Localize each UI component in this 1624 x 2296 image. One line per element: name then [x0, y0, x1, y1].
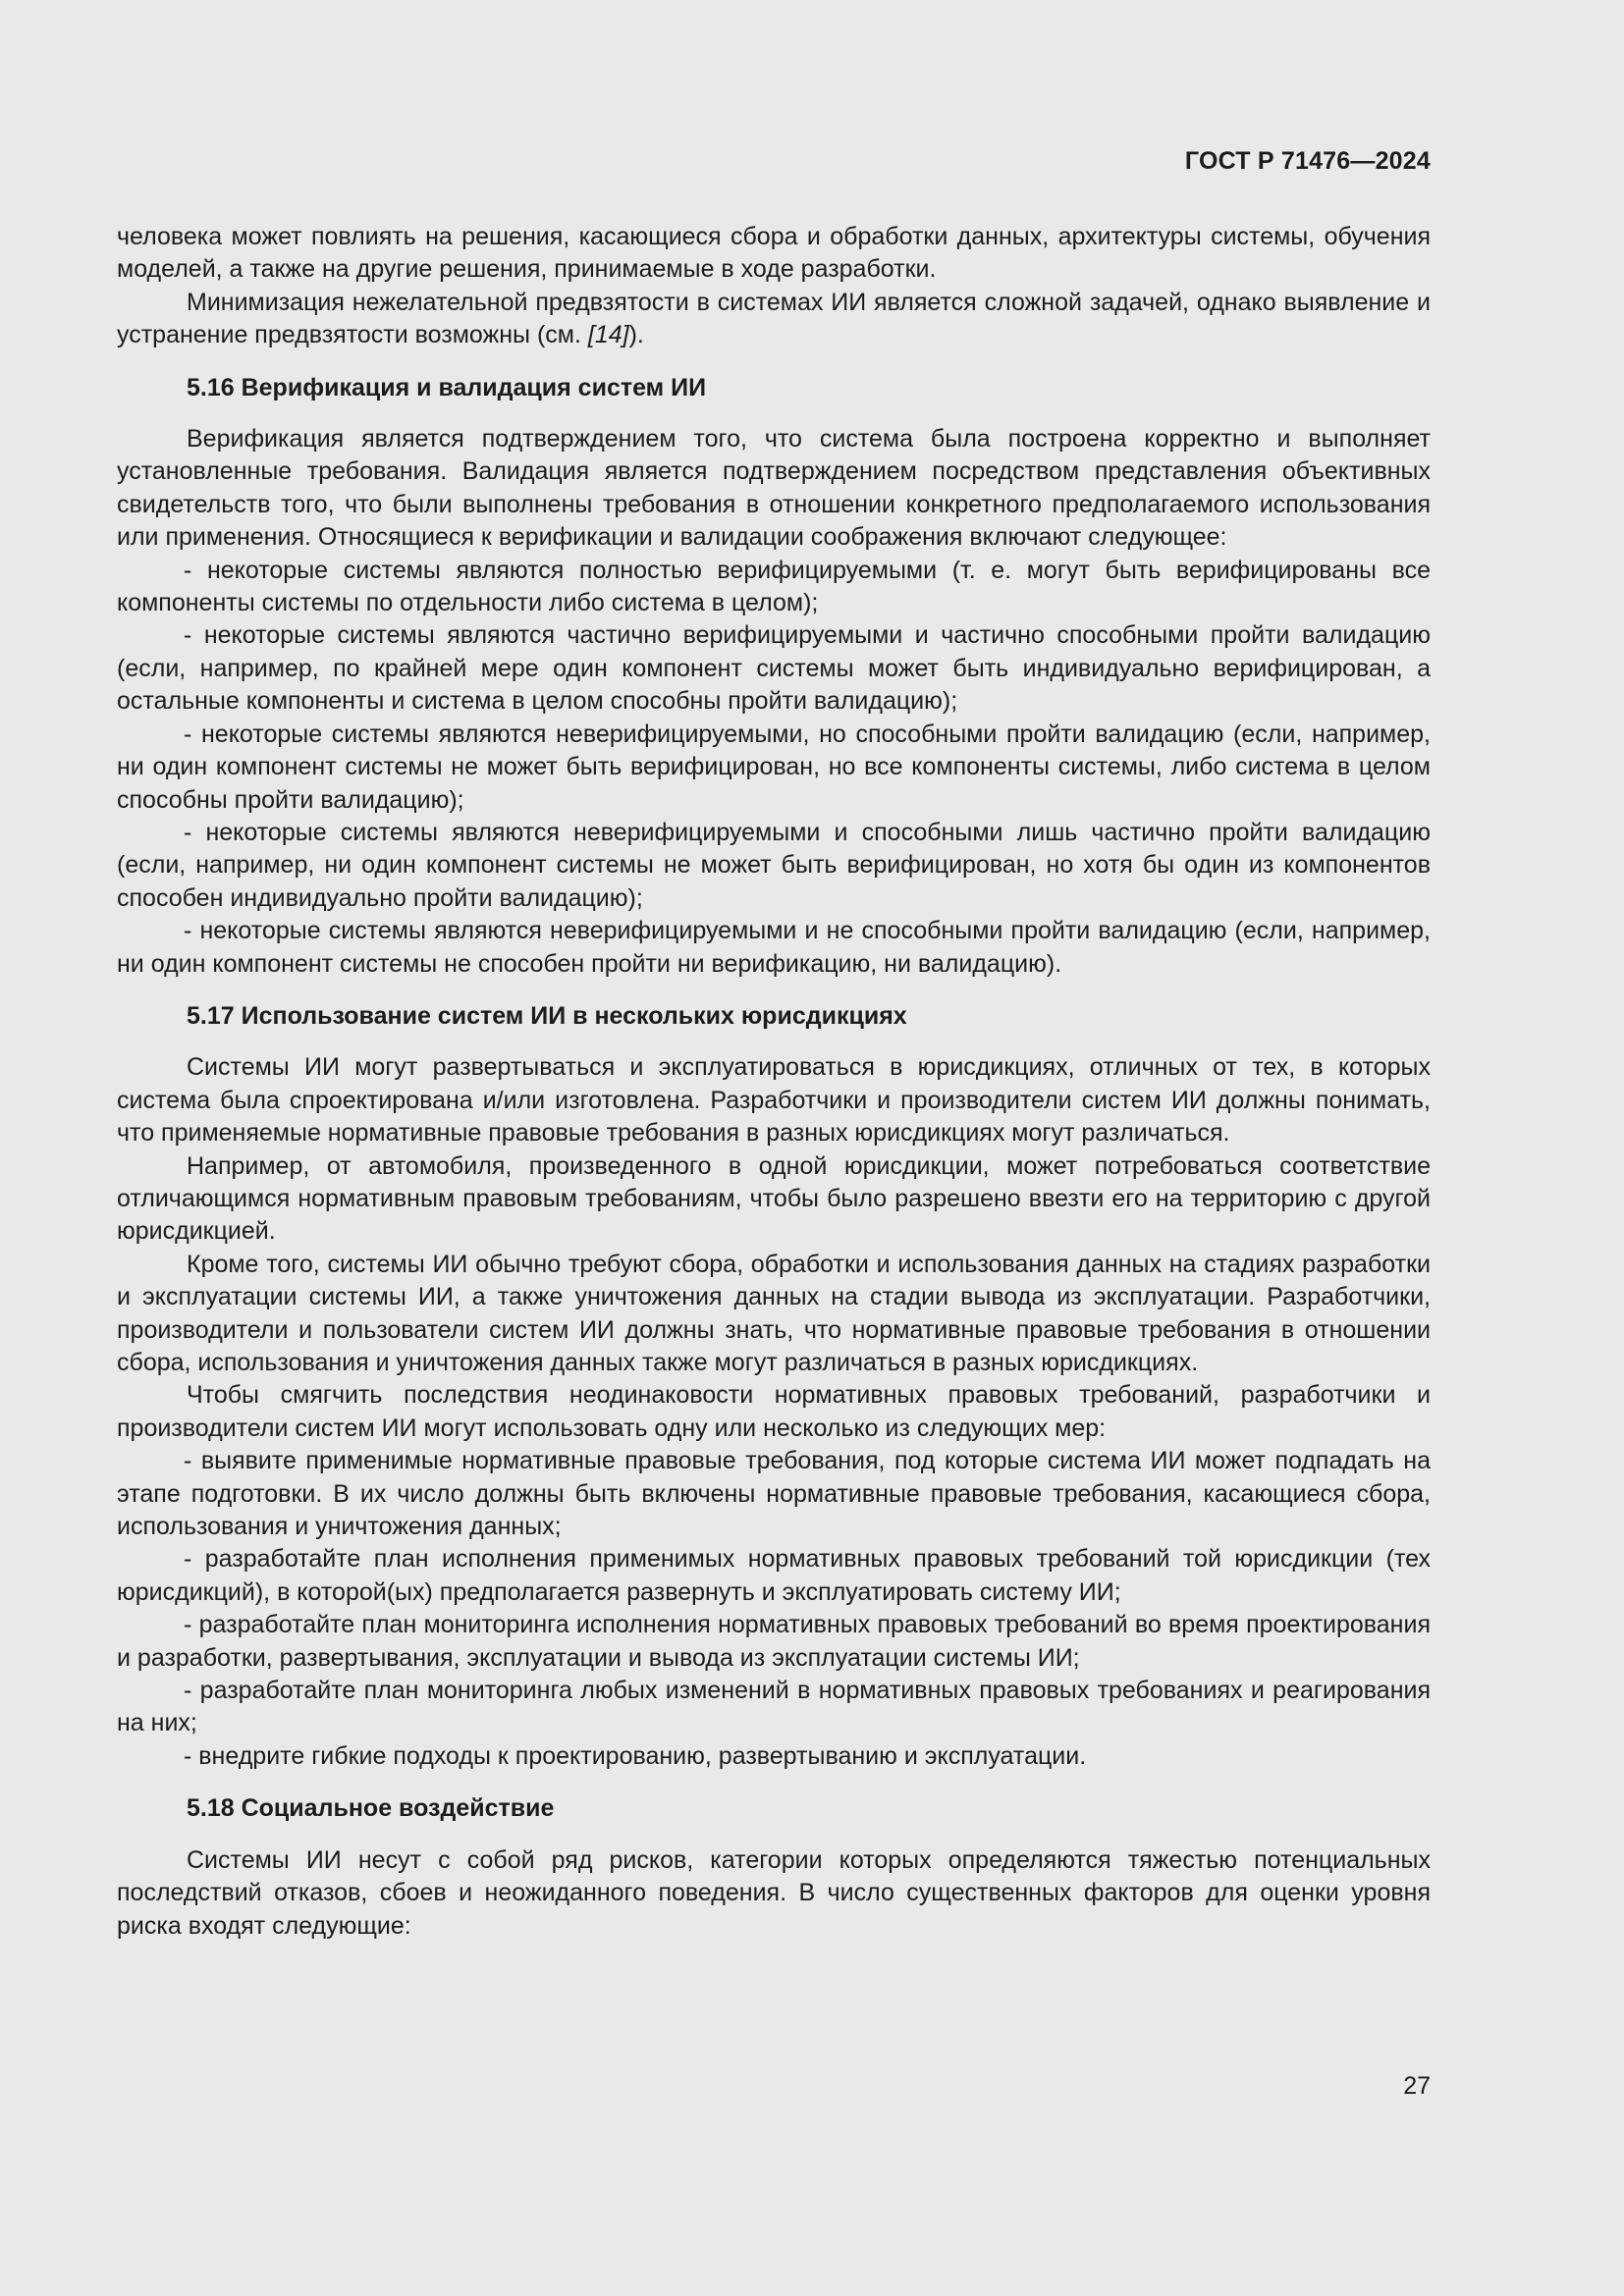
section-heading-5-17: 5.17 Использование систем ИИ в нескольких юрисдикциях: [187, 1001, 907, 1030]
section-heading-5-16: 5.16 Верификация и валидация систем ИИ: [187, 373, 707, 401]
list-item: - некоторые системы являются частично верифицируемыми и частично способными пройти валидацию (если, например, по крайней мере один компонент системы может быть индивидуально верифицирован, а остальные компоненты и система в целом способны пройти валидацию);: [117, 621, 1431, 716]
paragraph: Кроме того, системы ИИ обычно требуют сбора, обработки и использования данных на стадиях разработки и эксплуатации системы ИИ, а также уничтожения данных на стадии вывода из эксплуатации. Разработчики, производители и пользователи систем ИИ должны знать, что нормативные правовые требования в отношении сбора, использования и уничтожения данных также могут различаться в разных юрисдикциях.: [117, 1250, 1431, 1376]
paragraph: человека может повлиять на решения, касающиеся сбора и обработки данных, архитектуры системы, обучения моделей, а также на другие решения, принимаемые в ходе разработки.: [117, 223, 1431, 284]
page-number: 27: [1403, 2072, 1431, 2100]
paragraph: Чтобы смягчить последствия неодинаковости нормативных правовых требований, разработчики и производители систем ИИ могут использовать одну или несколько из следующих мер:: [117, 1381, 1431, 1442]
section-heading-5-18: 5.18 Социальное воздействие: [187, 1794, 555, 1823]
paragraph: Системы ИИ несут с собой ряд рисков, категории которых определяются тяжестью потенциальных последствий отказов, сбоев и неожиданного поведения. В число существенных факторов для оценки уровня риска входят следующие:: [117, 1845, 1431, 1940]
standard-header: ГОСТ Р 71476—2024: [1184, 147, 1431, 175]
list-item: - разработайте план мониторинга любых изменений в нормативных правовых требованиях и реагирования на них;: [117, 1677, 1431, 1737]
paragraph: Системы ИИ могут развертываться и эксплуатироваться в юрисдикциях, отличных от тех, в которых система была спроектирована и/или изготовлена. Разработчики и производители систем ИИ должны понимать, что применяемые нормативные правовые требования в разных юрисдикциях могут различаться.: [117, 1053, 1431, 1148]
list-item: - выявите применимые нормативные правовые требования, под которые система ИИ может подпадать на этапе подготовки. В их число должны быть включены нормативные правовые требования, касающиеся сбора, использования и уничтожения данных;: [117, 1447, 1431, 1541]
paragraph: Верификация является подтверждением того, что система была построена корректно и выполняет установленные требования. Валидация является подтверждением посредством представления объективных свидетельств того, что были выполнены требования в отношении конкретного предполагаемого использования или применения. Относящиеся к верификации и валидации соображения включают следующее:: [117, 425, 1431, 552]
list-item: - разработайте план исполнения применимых нормативных правовых требований той юрисдикции (тех юрисдикций), в которой(ых) предполагается развернуть и эксплуатировать систему ИИ;: [117, 1545, 1431, 1606]
list-item: - некоторые системы являются полностью верифицируемыми (т. е. могут быть верифицированы все компоненты системы по отдельности либо система в целом);: [117, 556, 1431, 617]
paragraph-text: ).: [628, 321, 644, 349]
list-item: - некоторые системы являются неверифицируемыми, но способными пройти валидацию (если, например, ни один компонент системы не может быть верифицирован, но все компоненты системы, либо система в целом способны пройти валидацию);: [117, 720, 1431, 814]
page-content: [117, 221, 1431, 1943]
list-item: - некоторые системы являются неверифицируемыми и способными лишь частично пройти валидацию (если, например, ни один компонент системы не может быть верифицирован, но хотя бы один из компонентов способен индивидуально пройти валидацию);: [117, 818, 1431, 912]
paragraph: [117, 287, 1431, 352]
paragraph: Например, от автомобиля, произведенного в одной юрисдикции, может потребоваться соответствие отличающимся нормативным правовым требованиям, чтобы было разрешено ввезти его на территорию с другой юрисдикцией.: [117, 1151, 1431, 1246]
list-item: - внедрите гибкие подходы к проектированию, развертыванию и эксплуатации.: [184, 1741, 1087, 1770]
list-item: - некоторые системы являются неверифицируемыми и не способными пройти валидацию (если, например, ни один компонент системы не способен пройти ни верификацию, ни валидацию).: [117, 917, 1431, 978]
list-item: - разработайте план мониторинга исполнения нормативных правовых требований во время проектирования и разработки, развертывания, эксплуатации и вывода из эксплуатации системы ИИ;: [117, 1611, 1431, 1672]
reference-link: [14]: [587, 321, 629, 349]
paragraph-text: Минимизация нежелательной предвзятости в системах ИИ является сложной задачей, однако выявление и устранение предвзятости возможны (см.: [117, 288, 1431, 349]
